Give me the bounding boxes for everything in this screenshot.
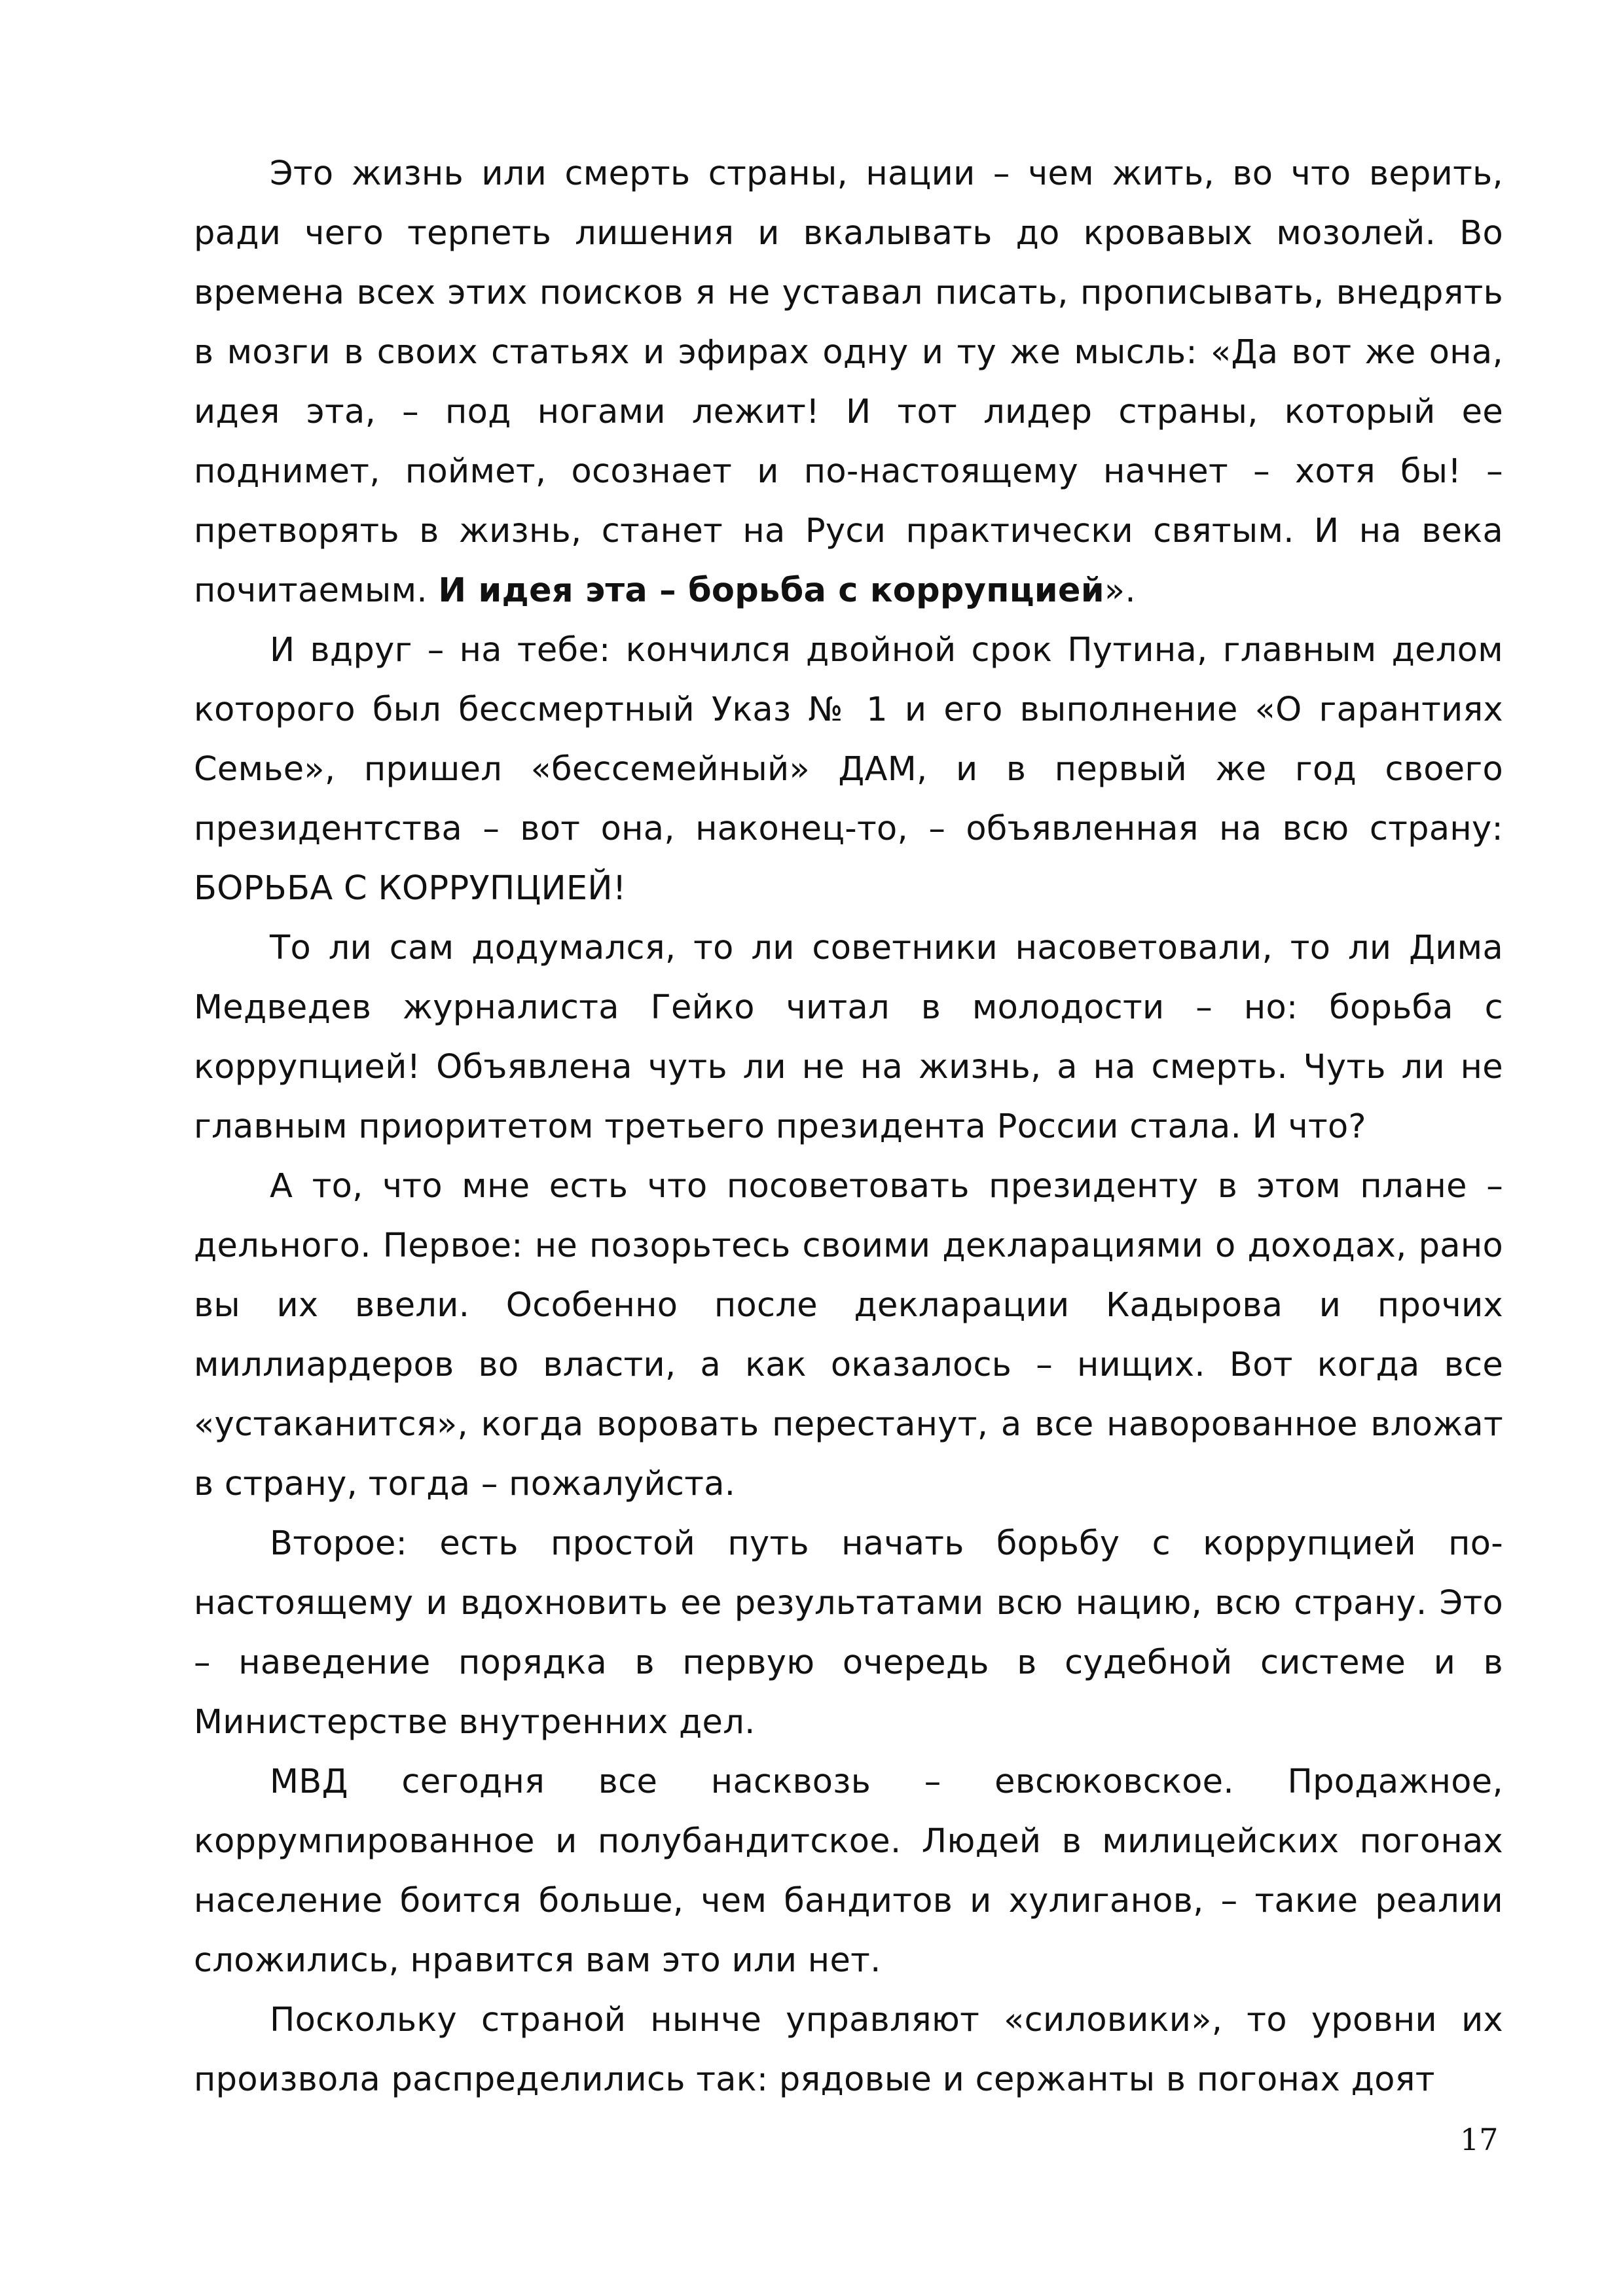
paragraph-1 xyxy=(194,144,1503,620)
page-number: 17 xyxy=(1460,2122,1499,2157)
paragraph-1-bold-text: И идея эта – борьба с коррупцией xyxy=(438,571,1104,610)
paragraph-7: Поскольку страной нынче управляют «силовики», то уровни их произвола распределились так: рядовые и сержанты в погонах доят xyxy=(194,2001,1503,2099)
paragraph-3: То ли сам додумался, то ли советники насоветовали, то ли Дима Медведев журналиста Гейко читал в молодости – но: борьба с коррупцией! Объявлена чуть ли не на жизнь, а на смерть. Чуть ли не главным приоритетом третьего президента России стала. И что? xyxy=(194,929,1503,1146)
paragraph-4: А то, что мне есть что посоветовать президенту в этом плане – дельного. Первое: не позорьтесь своими декларациями о доходах, рано вы их ввели. Особенно после декларации Кадырова и прочих миллиардеров во власти, а как оказалось – нищих. Вот когда все «устаканится», когда воровать перестанут, а все наворованное вложат в страну, тогда – пожалуйста. xyxy=(194,1167,1503,1503)
paragraph-6: МВД сегодня все насквозь – евсюковское. Продажное, коррумпированное и полубандитское. Людей в милицейских погонах население боится больше, чем бандитов и хулиганов, – такие реалии сложились, нравится вам это или нет. xyxy=(194,1763,1503,1980)
paragraph-1-text: Это жизнь или смерть страны, нации – чем жить, во что верить, ради чего терпеть лишения и вкалывать до кровавых мозолей. Во времена всех этих поисков я не уставал писать, прописывать, внедрять в мозги в своих статьях и эфирах одну и ту же мысль: «Да вот же она, идея эта, – под ногами лежит! И тот лидер страны, который ее поднимет, поймет, осознает и по-настоящему начнет – хотя бы! – претворять в жизнь, станет на Руси практически святым. И на века почитаемым. xyxy=(194,154,1503,610)
paragraph-2: И вдруг – на тебе: кончился двойной срок Путина, главным делом которого был бессмертный Указ № 1 и его выполнение «О гарантиях Семье», пришел «бессемейный» ДАМ, и в первый же год своего президентства – вот она, наконец-то, – объявленная на всю страну: БОРЬБА С КОРРУПЦИЕЙ! xyxy=(194,631,1503,908)
paragraph-5: Второе: есть простой путь начать борьбу с коррупцией по-настоящему и вдохновить ее результатами всю нацию, всю страну. Это – наведение порядка в первую очередь в судебной системе и в Министерстве внутренних дел. xyxy=(194,1524,1503,1742)
body-text xyxy=(194,144,1503,2109)
paragraph-1-tail: ». xyxy=(1104,571,1136,610)
